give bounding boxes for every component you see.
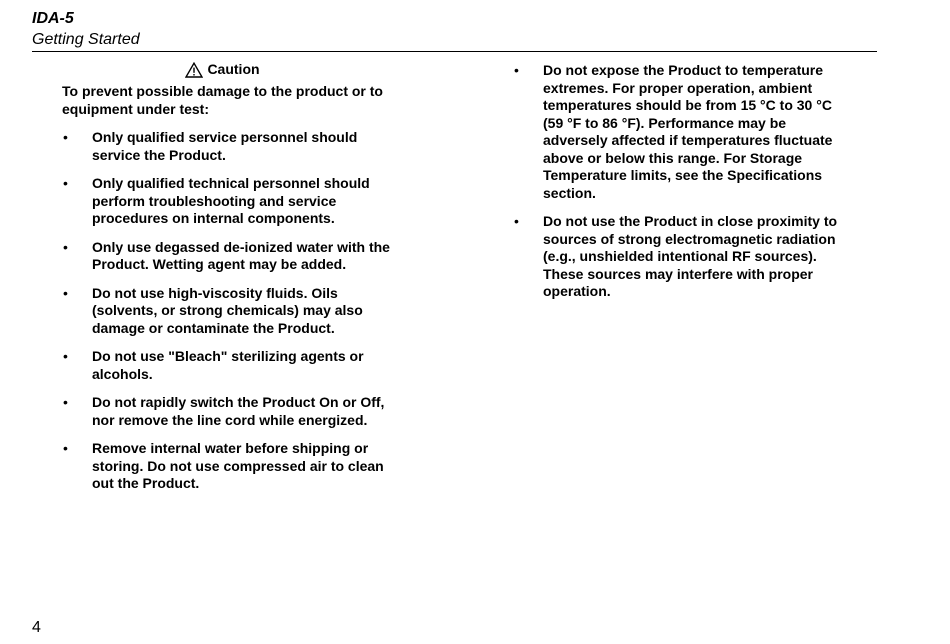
caution-intro: To prevent possible damage to the product or to equipment under test: (62, 83, 383, 117)
bullet-symbol: • (63, 129, 68, 145)
bullet-symbol: • (63, 284, 68, 301)
list-item (513, 62, 848, 202)
left-column (62, 61, 397, 504)
bullet-text: Do not use "Bleach" sterilizing agents or alcohols. (92, 348, 364, 382)
caution-heading (62, 61, 397, 79)
list-item (62, 129, 397, 164)
left-bullet-list (62, 129, 397, 493)
list-item (62, 440, 397, 493)
bullet-text: Only qualified technical personnel should perform troubleshooting and service procedures on internal components. (92, 175, 370, 226)
bullet-symbol: • (63, 348, 68, 364)
bullet-symbol: • (63, 175, 68, 191)
bullet-symbol: • (63, 394, 68, 410)
bullet-text: Only qualified service personnel should service the Product. (92, 129, 358, 163)
list-item (62, 239, 397, 274)
list-item (62, 348, 397, 383)
bullet-symbol: • (514, 213, 519, 229)
bullet-text: Do not expose the Product to temperature extremes. For proper operation, ambient temperatures should be from 15 °C to 30 °C (59 °F to 86 °F). Performance may be adversely affected if temperatures fluctuate above or below this range. For Storage Temperature limits, see the Specifications section. (543, 62, 833, 201)
bullet-symbol: • (514, 62, 519, 78)
list-item (62, 175, 397, 228)
right-bullet-list (513, 62, 848, 301)
list-item (513, 213, 848, 301)
warning-triangle-icon (185, 62, 203, 78)
section-title: Getting Started (32, 31, 140, 48)
list-item (62, 285, 397, 338)
bullet-text: Do not rapidly switch the Product On or Off, nor remove the line cord while energized. (92, 394, 385, 428)
caution-label: Caution (207, 61, 260, 78)
page-number: 4 (32, 619, 41, 636)
right-column (513, 62, 848, 312)
bullet-text: Do not use high-viscosity fluids. Oils (solvents, or strong chemicals) may also damage or contaminate the Product. (92, 284, 363, 336)
bullet-symbol: • (63, 238, 68, 255)
bullet-symbol: • (63, 440, 68, 456)
bullet-text: Remove internal water before shipping or storing. Do not use compressed air to clean out the Product. (92, 440, 384, 491)
bullet-text: Do not use the Product in close proximity to sources of strong electromagnetic radiation (e.g., unshielded intentional RF sources). These sources may interfere with proper operation. (543, 213, 838, 299)
document-title: IDA-5 (32, 10, 74, 27)
bullet-text: Only use degassed de-ionized water with the Product. Wetting agent may be added. (92, 238, 390, 272)
list-item (62, 394, 397, 429)
page-header (32, 9, 877, 52)
